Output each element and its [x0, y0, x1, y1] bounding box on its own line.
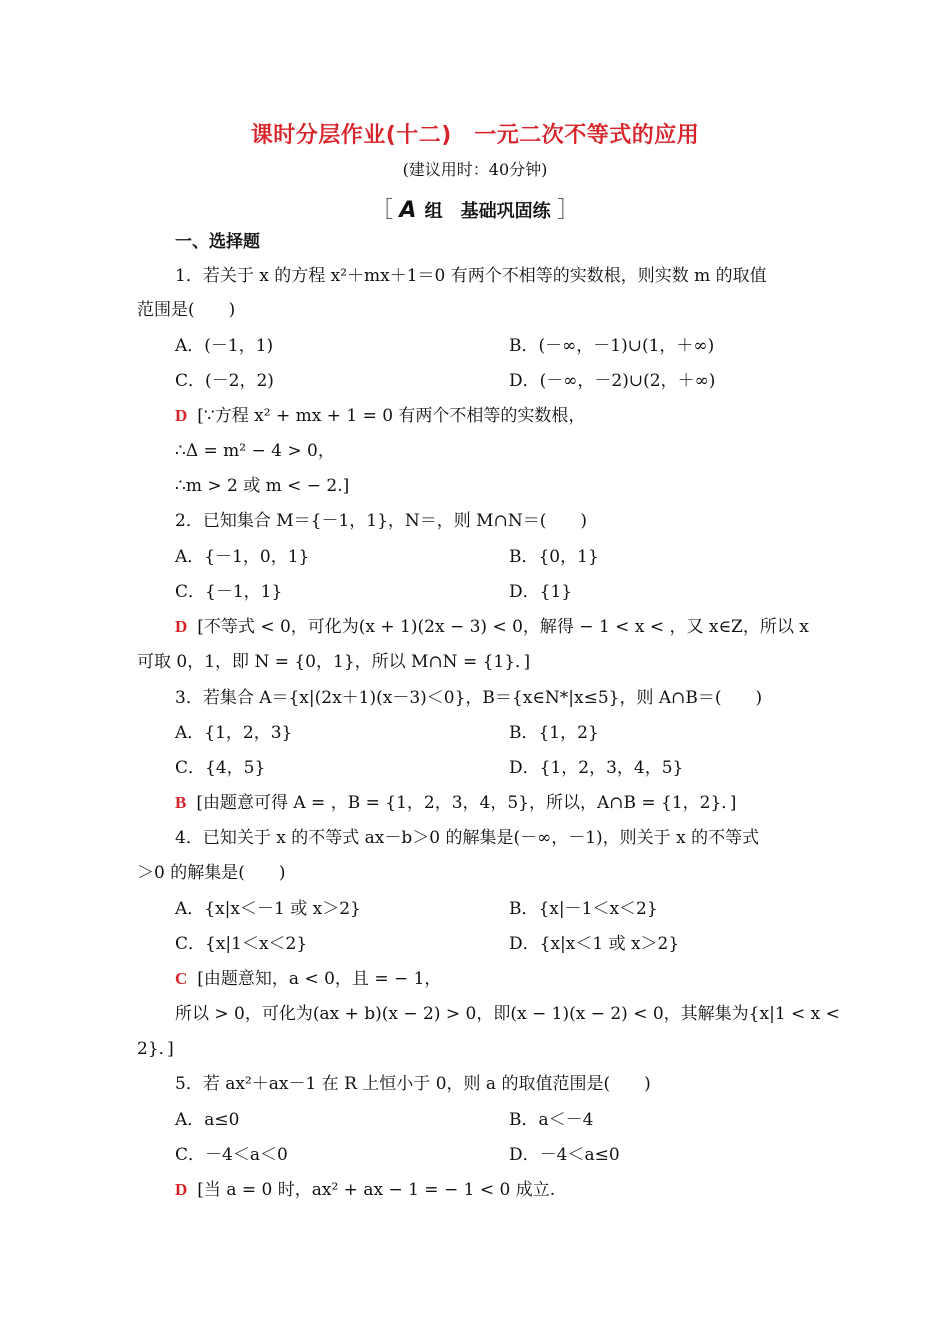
q2-solution-line2: 可取 0，1，即 N = {0，1}，所以 M∩N = {1}．]	[137, 652, 531, 672]
q5-option-b: B．a＜－4	[509, 1110, 594, 1130]
group-bracket-close: ］	[556, 198, 579, 223]
q4-stem-line1: 4．已知关于 x 的不等式 ax－b＞0 的解集是(－∞，－1)，则关于 x 的不等式	[175, 828, 760, 848]
q5-option-d: D．－4＜a≤0	[509, 1145, 620, 1165]
q5-answer: D	[175, 1180, 188, 1199]
q3-solution-text1: [由题意可得 A = ，B = {1，2，3，4，5}，所以，A∩B = {1，2}．]	[196, 793, 737, 813]
q3-option-d: D．{1，2，3，4，5}	[509, 758, 684, 778]
q4-solution-line2: 所以 > 0，可化为(ax + b)(x − 2) > 0，即(x − 1)(x − 2) < 0，其解集为{x|1 < x <	[175, 1004, 840, 1024]
q3-option-c: C．{4，5}	[175, 758, 266, 778]
q2-option-c: C．{－1，1}	[175, 582, 283, 602]
group-letter: A	[399, 198, 417, 223]
q5-solution-text1: [当 a = 0 时，ax² + ax − 1 = − 1 < 0 成立.	[197, 1180, 556, 1200]
q3-solution-line1	[175, 792, 736, 814]
q2-option-d: D．{1}	[509, 582, 573, 602]
q1-solution-line2: ∴Δ = m² − 4 > 0，	[175, 441, 335, 461]
q2-answer: D	[175, 617, 188, 636]
q4-solution-line1	[175, 968, 441, 990]
q2-stem-line1: 2．已知集合 M＝{－1，1}，N＝，则 M∩N＝( )	[175, 511, 587, 531]
q4-option-b: B．{x|－1＜x＜2}	[509, 899, 658, 919]
q1-solution-text1: [∵方程 x² + mx + 1 = 0 有两个不相等的实数根，	[197, 406, 586, 426]
suggested-time: (建议用时：40分钟)	[402, 160, 548, 179]
q2-solution-text1: [不等式 < 0，可化为(x + 1)(2x − 3) < 0，解得 − 1 < x < ，又 x∈Z，所以 x	[197, 617, 809, 637]
q3-stem-line1: 3．若集合 A＝{x|(2x＋1)(x－3)＜0}，B＝{x∈N*|x≤5}，则 A∩B＝( )	[175, 688, 763, 708]
q5-option-a: A．a≤0	[175, 1110, 240, 1130]
q4-option-a: A．{x|x＜－1 或 x＞2}	[175, 899, 361, 919]
q1-option-c: C．(－2，2)	[175, 371, 274, 391]
group-heading	[0, 193, 950, 224]
group-bracket-open: ［	[371, 198, 394, 223]
q1-option-b: B．(－∞，－1)∪(1，＋∞)	[509, 336, 715, 356]
q2-option-a: A．{－1，0，1}	[175, 547, 310, 567]
q2-solution-line1	[175, 616, 809, 638]
q1-stem-line2: 范围是( )	[137, 300, 236, 320]
q4-solution-text1: [由题意知，a < 0，且 = − 1，	[197, 969, 442, 989]
q3-option-a: A．{1，2，3}	[175, 723, 293, 743]
q3-option-b: B．{1，2}	[509, 723, 599, 743]
page-title: 课时分层作业(十二) 一元二次不等式的应用	[250, 123, 700, 148]
q1-solution-line3: ∴m > 2 或 m < − 2.]	[175, 476, 350, 496]
q4-option-c: C．{x|1＜x＜2}	[175, 934, 308, 954]
q1-option-a: A．(－1，1)	[175, 336, 274, 356]
q1-option-d: D．(－∞，－2)∪(2，＋∞)	[509, 371, 716, 391]
q3-answer: B	[175, 793, 187, 812]
q5-stem-line1: 5．若 ax²＋ax－1 在 R 上恒小于 0，则 a 的取值范围是( )	[175, 1074, 651, 1094]
q2-option-b: B．{0，1}	[509, 547, 599, 567]
q1-solution-line1	[175, 405, 585, 427]
q4-stem-line2: ＞0 的解集是( )	[137, 863, 286, 883]
section-heading: 一、选择题	[175, 232, 260, 252]
q5-option-c: C．－4＜a＜0	[175, 1145, 288, 1165]
q1-stem-line1: 1．若关于 x 的方程 x²＋mx＋1＝0 有两个不相等的实数根，则实数 m 的取值	[175, 266, 767, 286]
q1-answer: D	[175, 406, 188, 425]
q4-answer: C	[175, 969, 188, 988]
q4-option-d: D．{x|x＜1 或 x＞2}	[509, 934, 680, 954]
q5-solution-line1	[175, 1179, 555, 1201]
group-label: 组 基础巩固练	[424, 201, 551, 222]
q4-solution-line3: 2}．]	[137, 1039, 174, 1059]
